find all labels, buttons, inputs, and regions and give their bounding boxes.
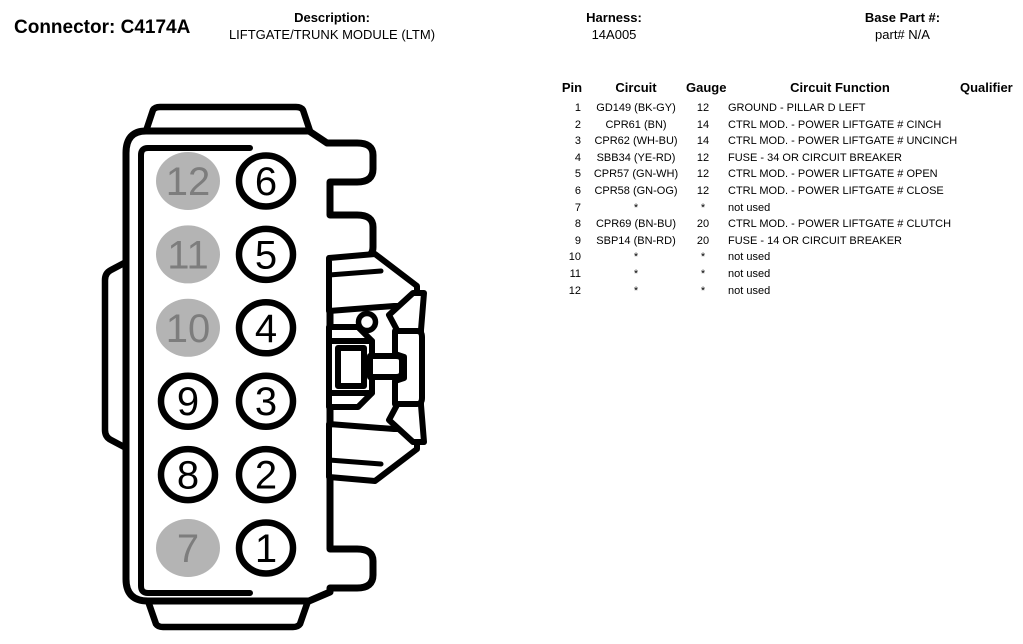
pin-3 — [239, 376, 293, 427]
pin-number: 11 — [167, 233, 209, 278]
circuit-function-cell: GROUND - PILLAR D LEFT — [728, 102, 866, 114]
circuit-cell: CPR57 (GN-WH) — [593, 168, 679, 181]
gauge-cell: 20 — [696, 218, 710, 231]
pin-9 — [161, 376, 215, 427]
column-header-circuit: Circuit — [615, 80, 657, 95]
pin-number: 5 — [254, 233, 278, 278]
pin-cell: 3 — [574, 135, 581, 148]
qualifier-cell — [960, 266, 1010, 283]
pin-cell: 1 — [574, 102, 581, 114]
circuit-cell: CPR58 (GN-OG) — [594, 184, 678, 197]
gauge-cell: 14 — [696, 135, 710, 148]
circuit-cell: CPR62 (WH-BU) — [594, 135, 678, 148]
circuit-cell: SBP14 (BN-RD) — [596, 234, 676, 247]
latch-pivot-nub — [359, 314, 376, 331]
qualifier-cell — [960, 150, 1010, 167]
table-row — [558, 150, 1018, 167]
pin-cell: 8 — [574, 218, 581, 231]
pin-table-header — [558, 80, 1018, 100]
circuit-function-cell: CTRL MOD. - POWER LIFTGATE # CINCH — [728, 118, 942, 131]
circuit-function-cell: not used — [728, 267, 771, 280]
connector-title: Connector: C4174A — [14, 17, 191, 38]
pin-cell: 7 — [574, 201, 581, 214]
pin-number: 6 — [254, 160, 278, 204]
gauge-cell: 12 — [696, 151, 710, 164]
pin-cell: 6 — [574, 184, 581, 197]
pin-number: 7 — [176, 527, 200, 571]
base-part-label: Base Part #: — [864, 10, 941, 25]
gauge-cell: * — [700, 267, 706, 280]
gauge-cell: * — [700, 201, 706, 214]
connector-bottom-tab — [148, 601, 308, 627]
gauge-cell: * — [700, 251, 706, 264]
qualifier-cell — [960, 100, 1010, 117]
circuit-function-cell: CTRL MOD. - POWER LIFTGATE # UNCINCH — [728, 135, 958, 148]
harness-label: Harness: — [586, 10, 642, 25]
circuit-function-cell: CTRL MOD. - POWER LIFTGATE # CLUTCH — [728, 218, 952, 231]
pin-11 — [156, 225, 220, 283]
pin-number: 8 — [176, 453, 200, 498]
pin-5 — [239, 229, 293, 280]
circuit-function-cell: FUSE - 14 OR CIRCUIT BREAKER — [728, 234, 902, 247]
pin-number: 4 — [254, 306, 278, 351]
table-row — [558, 200, 1018, 217]
pin-number: 9 — [176, 380, 200, 425]
table-row — [558, 183, 1018, 200]
column-header-qualifier: Qualifier — [960, 80, 1013, 95]
qualifier-cell — [960, 200, 1010, 217]
pin-table-rows — [558, 100, 1018, 299]
pin-2 — [239, 449, 293, 500]
circuit-function-cell: CTRL MOD. - POWER LIFTGATE # OPEN — [728, 168, 938, 181]
pin-cell: 12 — [568, 284, 581, 297]
column-header-pin: Pin — [561, 80, 583, 95]
pin-table — [558, 80, 1018, 299]
pin-6 — [239, 156, 293, 207]
qualifier-cell — [960, 133, 1010, 150]
circuit-cell: * — [633, 267, 639, 280]
circuit-function-cell: not used — [728, 201, 771, 214]
qualifier-cell — [960, 117, 1010, 134]
qualifier-cell — [960, 183, 1010, 200]
description-label: Description: — [294, 10, 370, 25]
gauge-cell: 12 — [696, 184, 710, 197]
base-part-value: part# N/A — [875, 27, 930, 42]
qualifier-cell — [960, 233, 1010, 250]
circuit-cell: * — [633, 251, 639, 264]
pin-cell: 9 — [574, 234, 581, 247]
pin-cell: 5 — [574, 168, 581, 181]
harness-value: 14A005 — [591, 27, 637, 42]
circuit-cell: * — [633, 284, 639, 297]
circuit-cell: CPR69 (BN-BU) — [595, 218, 677, 231]
pin-4 — [239, 302, 293, 353]
table-row — [558, 117, 1018, 134]
table-row — [558, 266, 1018, 283]
circuit-function-cell: CTRL MOD. - POWER LIFTGATE # CLOSE — [728, 184, 944, 197]
pin-8 — [161, 449, 215, 500]
latch-catch-nub — [370, 356, 402, 377]
pin-cell: 11 — [569, 267, 581, 280]
pin-cell: 10 — [568, 251, 581, 264]
description-value: LIFTGATE/TRUNK MODULE (LTM) — [228, 27, 436, 42]
column-header-circuit-function: Circuit Function — [790, 80, 890, 95]
table-row — [558, 216, 1018, 233]
pin-10 — [156, 299, 220, 357]
circuit-cell: * — [633, 201, 639, 214]
table-row — [558, 100, 1018, 117]
qualifier-cell — [960, 166, 1010, 183]
qualifier-cell — [960, 216, 1010, 233]
connector-top-tab — [146, 107, 310, 131]
table-row — [558, 283, 1018, 300]
gauge-cell: * — [700, 284, 706, 297]
latch-box-bottom-bar — [329, 393, 372, 407]
circuit-cell: GD149 (BK-GY) — [596, 102, 676, 114]
gauge-cell: 12 — [696, 102, 710, 114]
column-header-gauge: Gauge — [686, 80, 727, 95]
circuit-function-cell: FUSE - 34 OR CIRCUIT BREAKER — [728, 151, 902, 164]
pin-12 — [156, 152, 220, 210]
pin-number: 3 — [254, 380, 278, 425]
circuit-function-cell: not used — [728, 284, 771, 297]
gauge-cell: 20 — [696, 234, 710, 247]
gauge-cell: 12 — [696, 168, 710, 181]
circuit-cell: SBB34 (YE-RD) — [596, 151, 676, 164]
circuit-function-cell: not used — [728, 251, 771, 264]
table-row — [558, 249, 1018, 266]
circuit-cell: CPR61 (BN) — [605, 118, 667, 131]
qualifier-cell — [960, 249, 1010, 266]
table-row — [558, 233, 1018, 250]
qualifier-cell — [960, 283, 1010, 300]
pin-cell: 4 — [574, 151, 581, 164]
pin-1 — [239, 523, 293, 574]
pin-cell: 2 — [574, 118, 581, 131]
pin-number: 10 — [165, 306, 211, 351]
pin-number: 2 — [254, 453, 278, 498]
pin-number: 1 — [254, 527, 278, 571]
gauge-cell: 14 — [696, 118, 710, 131]
pin-7 — [156, 519, 220, 577]
pin-number: 12 — [165, 160, 211, 204]
table-row — [558, 166, 1018, 183]
table-row — [558, 133, 1018, 150]
